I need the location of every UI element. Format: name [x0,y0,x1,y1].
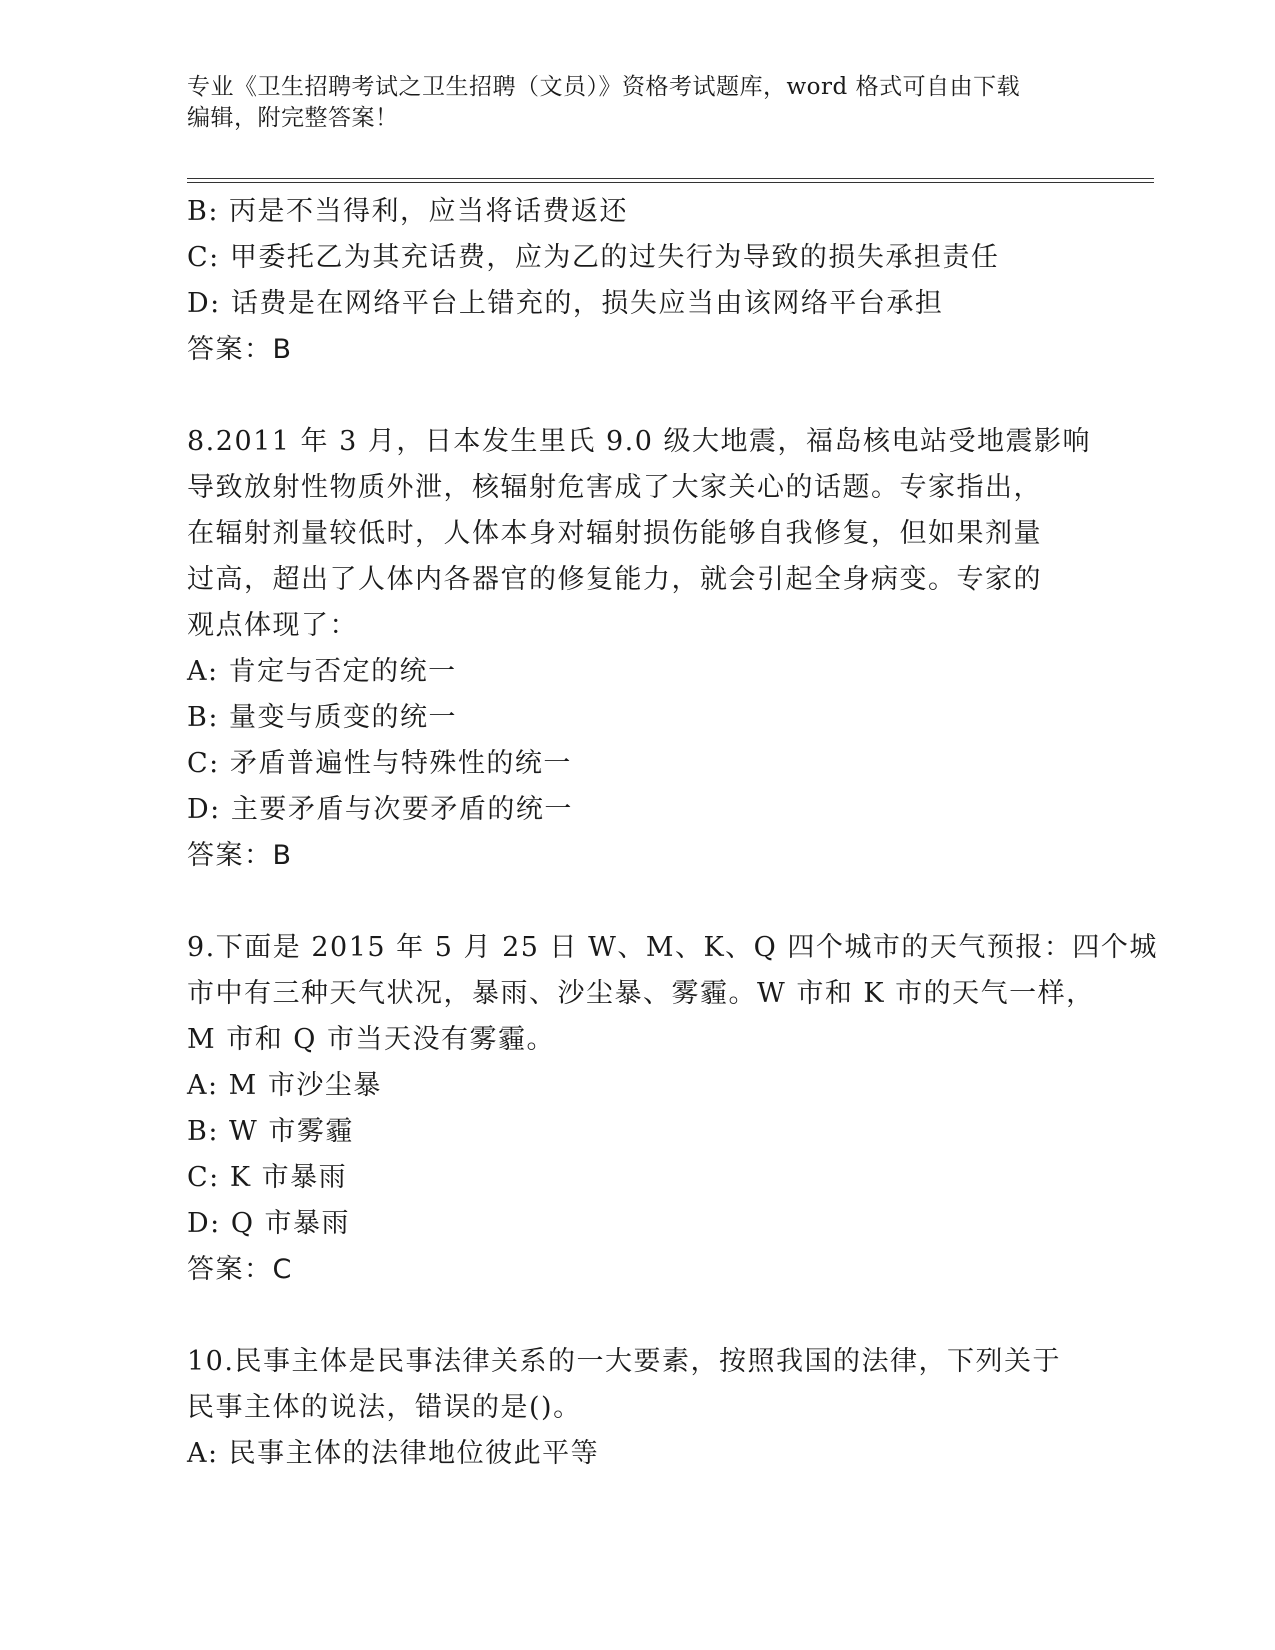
question-text [187,925,1158,1063]
option-b: B: W 市雾霾 [187,1116,354,1147]
header-line-1: 专业《卫生招聘考试之卫生招聘（文员）》资格考试题库，word 格式可自由下载 [187,74,1021,100]
option-c: C: 矛盾普遍性与特殊性的统一 [187,748,572,779]
question-text-line: 8.2011 年 3 月，日本发生里氏 9.0 级大地震，福岛核电站受地震影响 [187,426,1092,457]
question-8 [187,419,1092,879]
question-text-line: 观点体现了： [187,610,358,641]
header-line-2: 编辑，附完整答案！ [187,105,399,131]
option-d: D: Q 市暴雨 [187,1208,351,1239]
option-a: A: 肯定与否定的统一 [187,656,457,687]
option-a: A: M 市沙尘暴 [187,1070,382,1101]
question-10 [187,1339,1087,1477]
question-text-line: 导致放射性物质外泄，核辐射危害成了大家关心的话题。专家指出， [187,472,1042,503]
question-text-line: M 市和 Q 市当天没有雾霾。 [187,1024,556,1055]
question-text-line: 市中有三种天气状况，暴雨、沙尘暴、雾霾。W 市和 K 市的天气一样， [187,978,1095,1009]
header-divider [187,178,1154,183]
option-b: B: 丙是不当得利，应当将话费返还 [187,196,629,227]
question-text-line: 过高，超出了人体内各器官的修复能力，就会引起全身病变。专家的 [187,564,1042,595]
document-header [187,72,1087,134]
option-c: C: 甲委托乙为其充话费，应为乙的过失行为导致的损失承担责任 [187,242,1000,273]
answer-line: 答案：C [187,1254,293,1285]
question-9 [187,925,1158,1293]
question-text [187,419,1092,649]
answer-line: 答案：B [187,334,293,365]
question-text-line: 9.下面是 2015 年 5 月 25 日 W、M、K、Q 四个城市的天气预报：四个城 [187,932,1158,963]
option-d: D: 话费是在网络平台上错充的，损失应当由该网络平台承担 [187,288,944,319]
option-b: B: 量变与质变的统一 [187,702,458,733]
question-text [187,1339,1087,1431]
question-7-tail [187,189,1087,373]
question-text-line: 在辐射剂量较低时，人体本身对辐射损伤能够自我修复，但如果剂量 [187,518,1042,549]
option-c: C: K 市暴雨 [187,1162,348,1193]
question-text-line: 民事主体的说法，错误的是()。 [187,1392,582,1423]
question-content [187,189,1158,1477]
answer-line: 答案：B [187,840,293,871]
option-d: D: 主要矛盾与次要矛盾的统一 [187,794,573,825]
option-a: A: 民事主体的法律地位彼此平等 [187,1438,600,1469]
question-text-line: 10.民事主体是民事法律关系的一大要素，按照我国的法律，下列关于 [187,1346,1061,1377]
